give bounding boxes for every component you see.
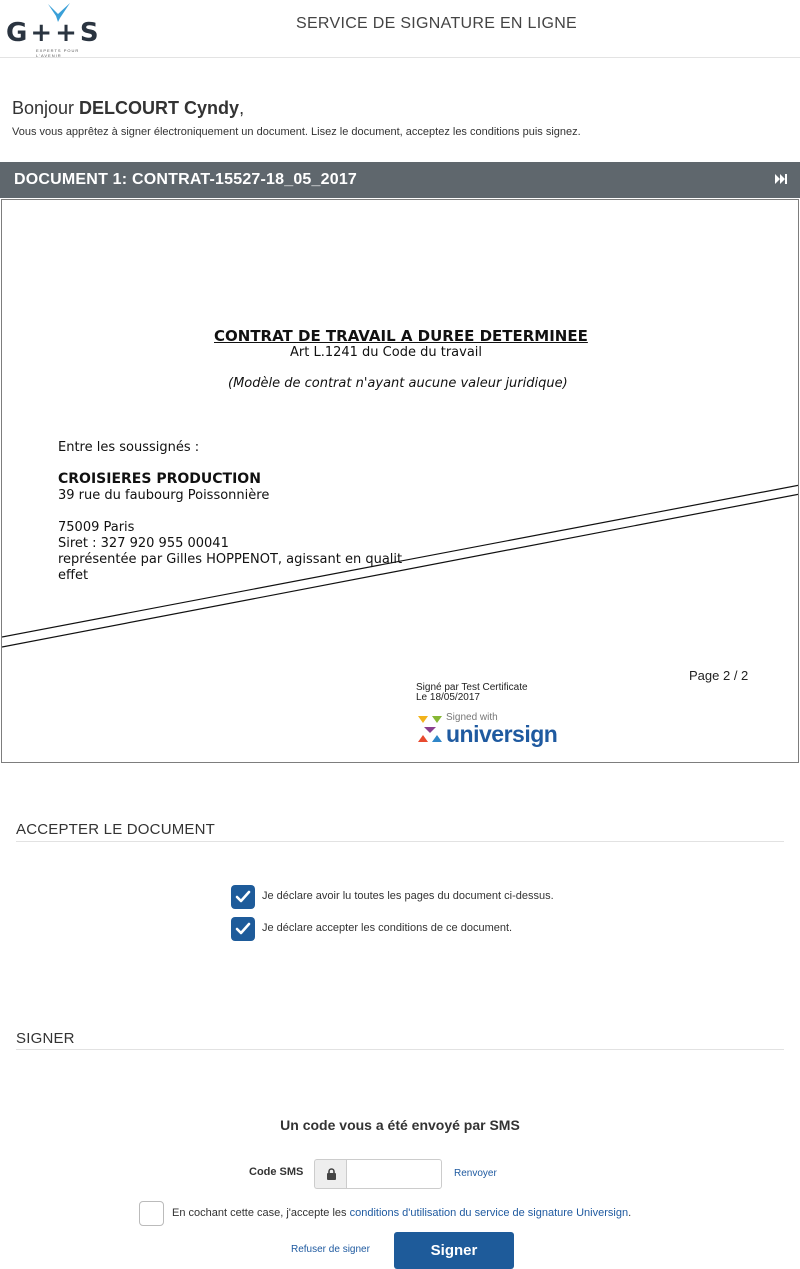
terms-link[interactable]: conditions d'utilisation du service de signature Universign bbox=[349, 1207, 629, 1219]
sign-section-title: SIGNER bbox=[16, 1030, 75, 1047]
doc-siret: Siret : 327 920 955 00041 bbox=[58, 536, 229, 551]
sms-code-group bbox=[314, 1159, 442, 1189]
doc-address1: 39 rue du faubourg Poissonnière bbox=[58, 488, 270, 503]
terms-prefix: En cochant cette case, j'accepte les bbox=[172, 1207, 350, 1219]
greeting bbox=[12, 98, 244, 119]
page-number: Page 2 / 2 bbox=[689, 668, 749, 683]
checkmark-icon bbox=[235, 921, 251, 937]
doc-contract-note: (Modèle de contrat n'ayant aucune valeur juridique) bbox=[228, 376, 568, 391]
universign-brand: universign bbox=[446, 721, 558, 747]
page-title: SERVICE DE SIGNATURE EN LIGNE bbox=[295, 15, 578, 32]
read-all-pages-label: Je déclare avoir lu toutes les pages du document ci-dessus. bbox=[262, 890, 554, 902]
signed-by-text: Signé par Test Certificate bbox=[416, 682, 528, 693]
logo-tagline: EXPERTS POUR L'AVENIR bbox=[36, 48, 80, 58]
signed-with-label: Signed with bbox=[446, 712, 498, 723]
sign-button[interactable]: Signer bbox=[394, 1232, 514, 1269]
resend-code-link[interactable]: Renvoyer bbox=[454, 1168, 497, 1179]
terms-text bbox=[172, 1207, 631, 1219]
lock-icon bbox=[326, 1168, 337, 1180]
signature-stamp bbox=[416, 683, 528, 703]
doc-contract-title: CONTRAT DE TRAVAIL A DUREE DETERMINEE bbox=[214, 327, 588, 345]
sms-code-label: Code SMS bbox=[249, 1166, 304, 1178]
refuse-sign-link[interactable]: Refuser de signer bbox=[291, 1244, 370, 1255]
doc-effet: effet bbox=[58, 568, 89, 583]
accept-conditions-checkbox[interactable] bbox=[231, 917, 255, 941]
sms-sent-message: Un code vous a été envoyé par SMS bbox=[280, 1117, 520, 1133]
terms-checkbox[interactable] bbox=[139, 1201, 164, 1226]
doc-between: Entre les soussignés : bbox=[58, 440, 200, 455]
sign-section-divider bbox=[16, 1049, 784, 1050]
doc-contract-subtitle: Art L.1241 du Code du travail bbox=[290, 345, 483, 360]
skip-to-end-icon[interactable] bbox=[774, 172, 788, 186]
top-bar bbox=[0, 0, 800, 58]
terms-suffix: . bbox=[628, 1207, 632, 1219]
document-header bbox=[0, 162, 800, 198]
doc-address2: 75009 Paris bbox=[58, 520, 135, 535]
universign-logo bbox=[416, 712, 566, 748]
greeting-comma: , bbox=[239, 98, 245, 118]
doc-company: CROISIERES PRODUCTION bbox=[58, 471, 261, 487]
accept-conditions-label: Je déclare accepter les conditions de ce document. bbox=[262, 922, 513, 934]
intro-text: Vous vous apprêtez à signer électroniquement un document. Lisez le document, acceptez les conditions puis signez. bbox=[12, 126, 581, 138]
read-all-pages-checkbox[interactable] bbox=[231, 885, 255, 909]
checkmark-icon bbox=[235, 889, 251, 905]
signed-date-text: Le 18/05/2017 bbox=[416, 692, 480, 703]
universign-mark-icon bbox=[416, 714, 444, 744]
sms-code-input[interactable] bbox=[346, 1159, 442, 1189]
sms-code-addon bbox=[314, 1159, 347, 1189]
user-name: DELCOURT Cyndy bbox=[79, 98, 240, 118]
greeting-hello: Bonjour bbox=[12, 98, 80, 118]
document-title: DOCUMENT 1: CONTRAT-15527-18_05_2017 bbox=[14, 171, 358, 188]
document-preview[interactable] bbox=[1, 199, 799, 763]
page-cut-separator bbox=[2, 200, 799, 763]
accept-section-title: ACCEPTER LE DOCUMENT bbox=[16, 821, 216, 838]
accept-section-divider bbox=[16, 841, 784, 842]
doc-represented: représentée par Gilles HOPPENOT, agissant en qualit bbox=[58, 552, 403, 567]
logo-letters: G++S bbox=[6, 18, 102, 48]
